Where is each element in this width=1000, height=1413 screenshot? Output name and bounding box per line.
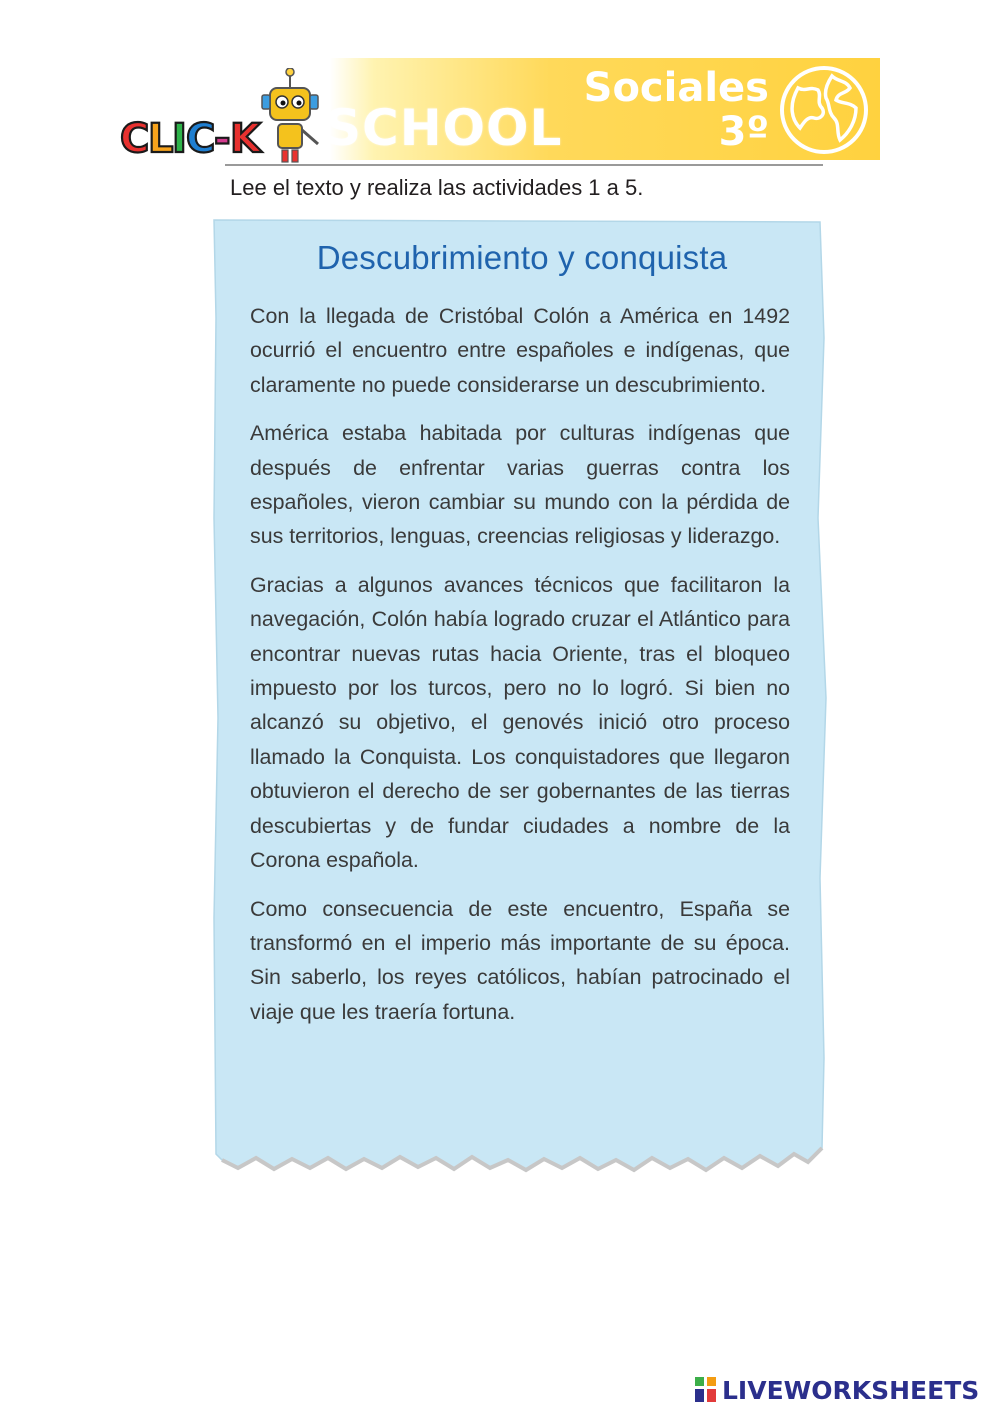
- subject-title: Sociales: [583, 65, 769, 111]
- paragraph-1: Con la llegada de Cristóbal Colón a América en 1492 ocurrió el encuentro entre españoles e indígenas, que claramente no puede considerarse un descubrimiento.: [250, 304, 790, 397]
- liveworksheets-brand[interactable]: LIVEWORKSHEETS: [722, 1376, 980, 1405]
- paragraph-2: América estaba habitada por culturas indígenas que después de enfrentar varias guerras contra los españoles, vieron cambiar su mundo con la pérdida de sus territorios, lenguas, creencias religiosas y liderazgo.: [250, 421, 790, 549]
- svg-text:K: K: [230, 116, 261, 162]
- grade-label: 3º: [718, 109, 769, 155]
- svg-text:C: C: [120, 116, 150, 162]
- text-body: [250, 299, 790, 1043]
- instruction-text: Lee el texto y realiza las actividades 1 a 5.: [230, 175, 644, 200]
- liveworksheets-logo-icon: [694, 1376, 718, 1404]
- svg-text:C: C: [186, 116, 216, 162]
- svg-text:-: -: [214, 116, 231, 162]
- card-title: Descubrimiento y conquista: [316, 239, 728, 276]
- globe-icon: [776, 62, 872, 158]
- brand-school-wordmark: SCHOOL: [325, 99, 563, 157]
- header-divider: [225, 164, 823, 166]
- paragraph-4: Como consecuencia de este encuentro, España se transformó en el imperio más importante de su época. Sin saberlo, los reyes católicos, habían patrocinado el viaje que les traería fortuna.: [250, 896, 790, 1024]
- svg-text:L: L: [148, 116, 174, 162]
- paragraph-3: Gracias a algunos avances técnicos que facilitaron la navegación, Colón había logrado cruzar el Atlántico para encontrar nuevas rutas hacia Oriente, tras el bloqueo impuesto por los turcos, pero no lo logró. Si bien no alcanzó su objetivo, el genovés inició otro proceso llamado la Conquista. Los conquistadores que llegaron obtuvieron el derecho de ser gobernantes de las tierras descubiertas y de fundar ciudades a nombre de la Corona española.: [250, 572, 790, 873]
- svg-text:I: I: [172, 116, 187, 162]
